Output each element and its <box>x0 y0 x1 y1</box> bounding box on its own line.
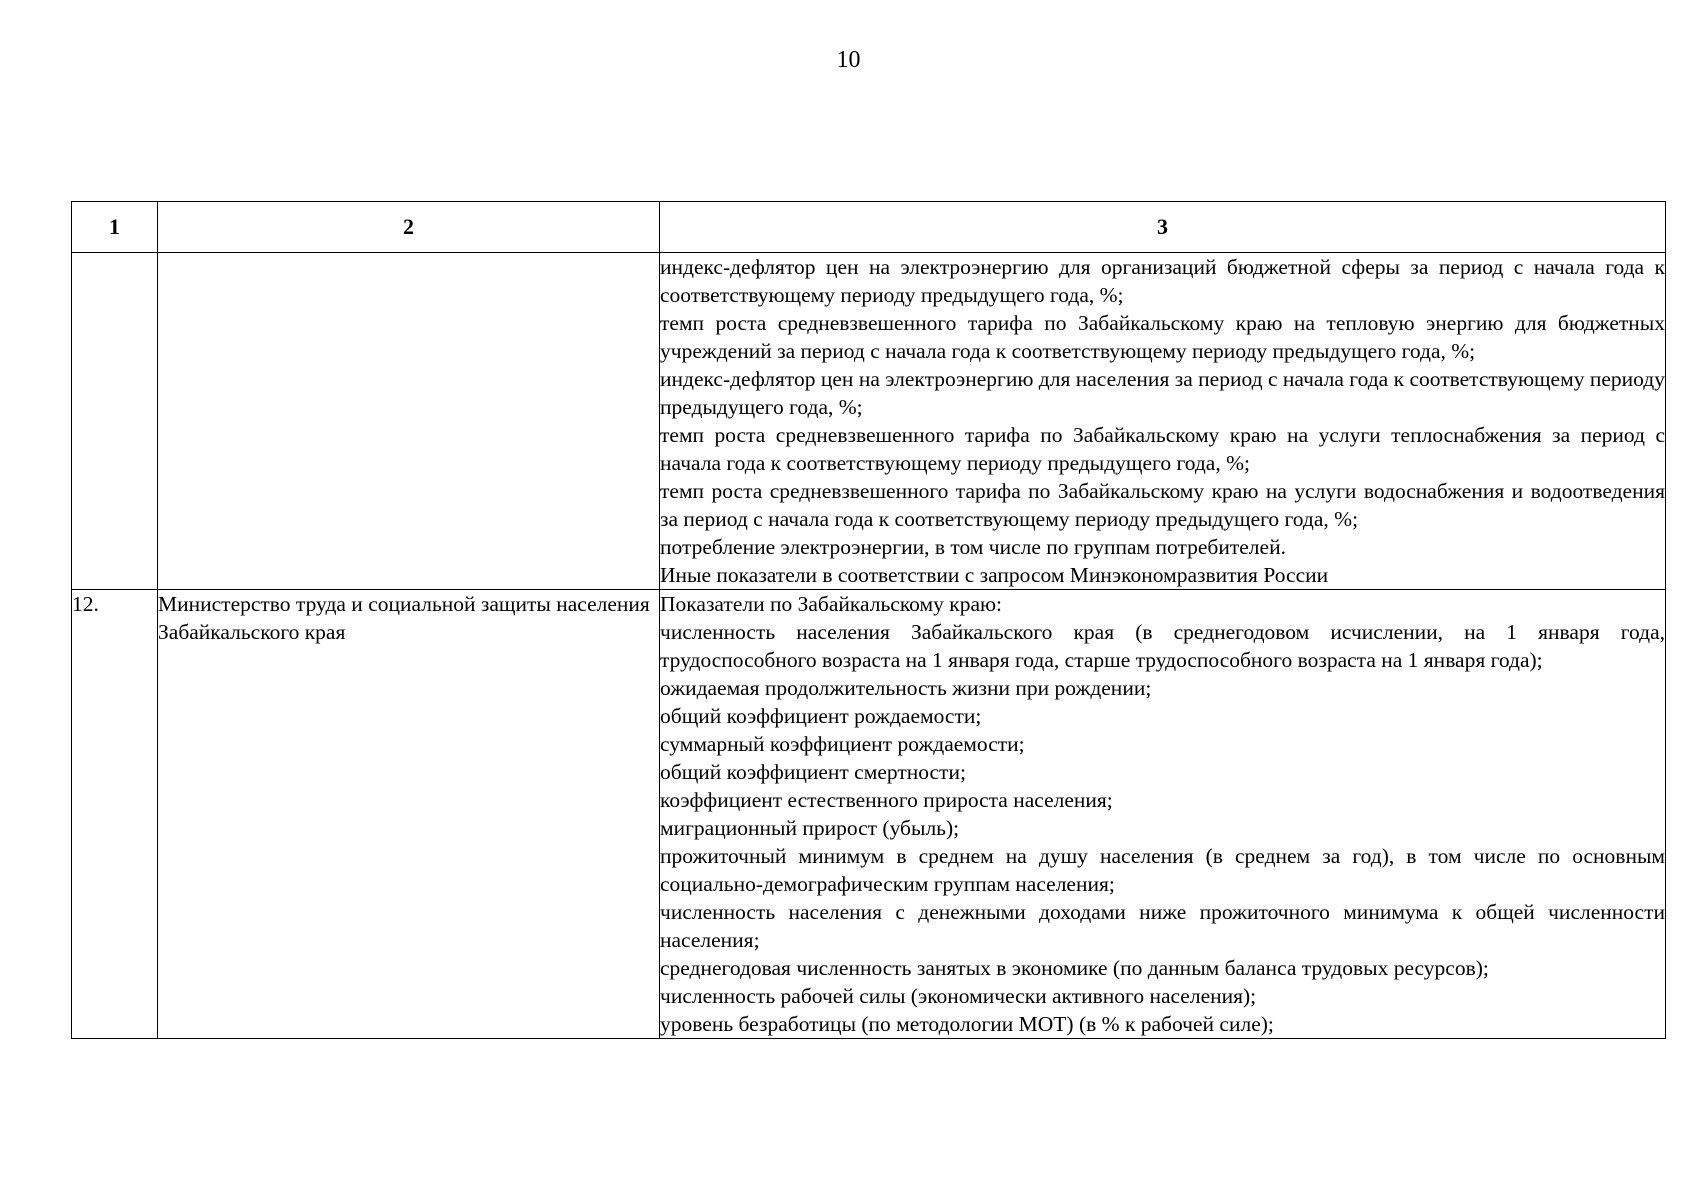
row-number-cell <box>72 590 158 1039</box>
indicator-item: суммарный коэффициент рождаемости; <box>660 732 1025 756</box>
indicator-item: общий коэффициент рождаемости; <box>660 704 982 728</box>
indicator-item: численность рабочей силы (экономически активного населения); <box>660 984 1257 1008</box>
indicator-item: индекс-дефлятор цен на электроэнергию для организаций бюджетной сферы за период с начала года к соответствующему периоду предыдущего года, %; <box>660 255 1665 307</box>
indicators-table <box>71 201 1666 1039</box>
indicator-item: Иные показатели в соответствии с запросом Минэкономразвития России <box>660 563 1329 587</box>
indicator-item: численность населения с денежными доходами ниже прожиточного минимума к общей численности населения; <box>660 900 1665 952</box>
indicator-item: потребление электроэнергии, в том числе по группам потребителей. <box>660 535 1286 559</box>
column-header-2: 2 <box>158 202 660 253</box>
indicator-item: ожидаемая продолжительность жизни при рождении; <box>660 676 1152 700</box>
row-number: 12. <box>72 592 99 616</box>
indicator-item: среднегодовая численность занятых в экономике (по данным баланса трудовых ресурсов); <box>660 956 1489 980</box>
indicator-item: миграционный прирост (убыль); <box>660 816 960 840</box>
indicator-item: прожиточный минимум в среднем на душу населения (в среднем за год), в том числе по основным социально-демографическим группам населения; <box>660 844 1665 896</box>
indicator-item: коэффициент естественного прироста населения; <box>660 788 1113 812</box>
organization-name: Министерство труда и социальной защиты населения Забайкальского края <box>158 592 650 644</box>
indicator-item: темп роста средневзвешенного тарифа по Забайкальскому краю на услуги водоснабжения и водоотведения за период с начала года к соответствующему периоду предыдущего года, %; <box>660 479 1665 531</box>
indicator-item: темп роста средневзвешенного тарифа по Забайкальскому краю на тепловую энергию для бюджетных учреждений за период с начала года к соответствующему периоду предыдущего года, %; <box>660 311 1665 363</box>
organization-cell <box>158 253 660 590</box>
indicator-item: общий коэффициент смертности; <box>660 760 966 784</box>
indicators-cell <box>660 590 1666 1039</box>
table-row <box>72 253 1666 590</box>
column-header-1: 1 <box>72 202 158 253</box>
column-header-3: 3 <box>660 202 1666 253</box>
organization-cell <box>158 590 660 1039</box>
indicator-item: темп роста средневзвешенного тарифа по Забайкальскому краю на услуги теплоснабжения за период с начала года к соответствующему периоду предыдущего года, %; <box>660 423 1665 475</box>
indicator-item: уровень безработицы (по методологии МОТ) (в % к рабочей силе); <box>660 1012 1274 1036</box>
indicator-item: Показатели по Забайкальскому краю: <box>660 592 1003 616</box>
row-number-cell <box>72 253 158 590</box>
table-header-row <box>72 202 1666 253</box>
indicator-item: индекс-дефлятор цен на электроэнергию для населения за период с начала года к соответствующему периоду предыдущего года, %; <box>660 367 1665 419</box>
indicators-cell <box>660 253 1666 590</box>
page-number: 10 <box>836 47 861 73</box>
indicator-item: численность населения Забайкальского края (в среднегодовом исчислении, на 1 января года, трудоспособного возраста на 1 января года, старше трудоспособного возраста на 1 января года); <box>660 620 1665 672</box>
table-row <box>72 590 1666 1039</box>
